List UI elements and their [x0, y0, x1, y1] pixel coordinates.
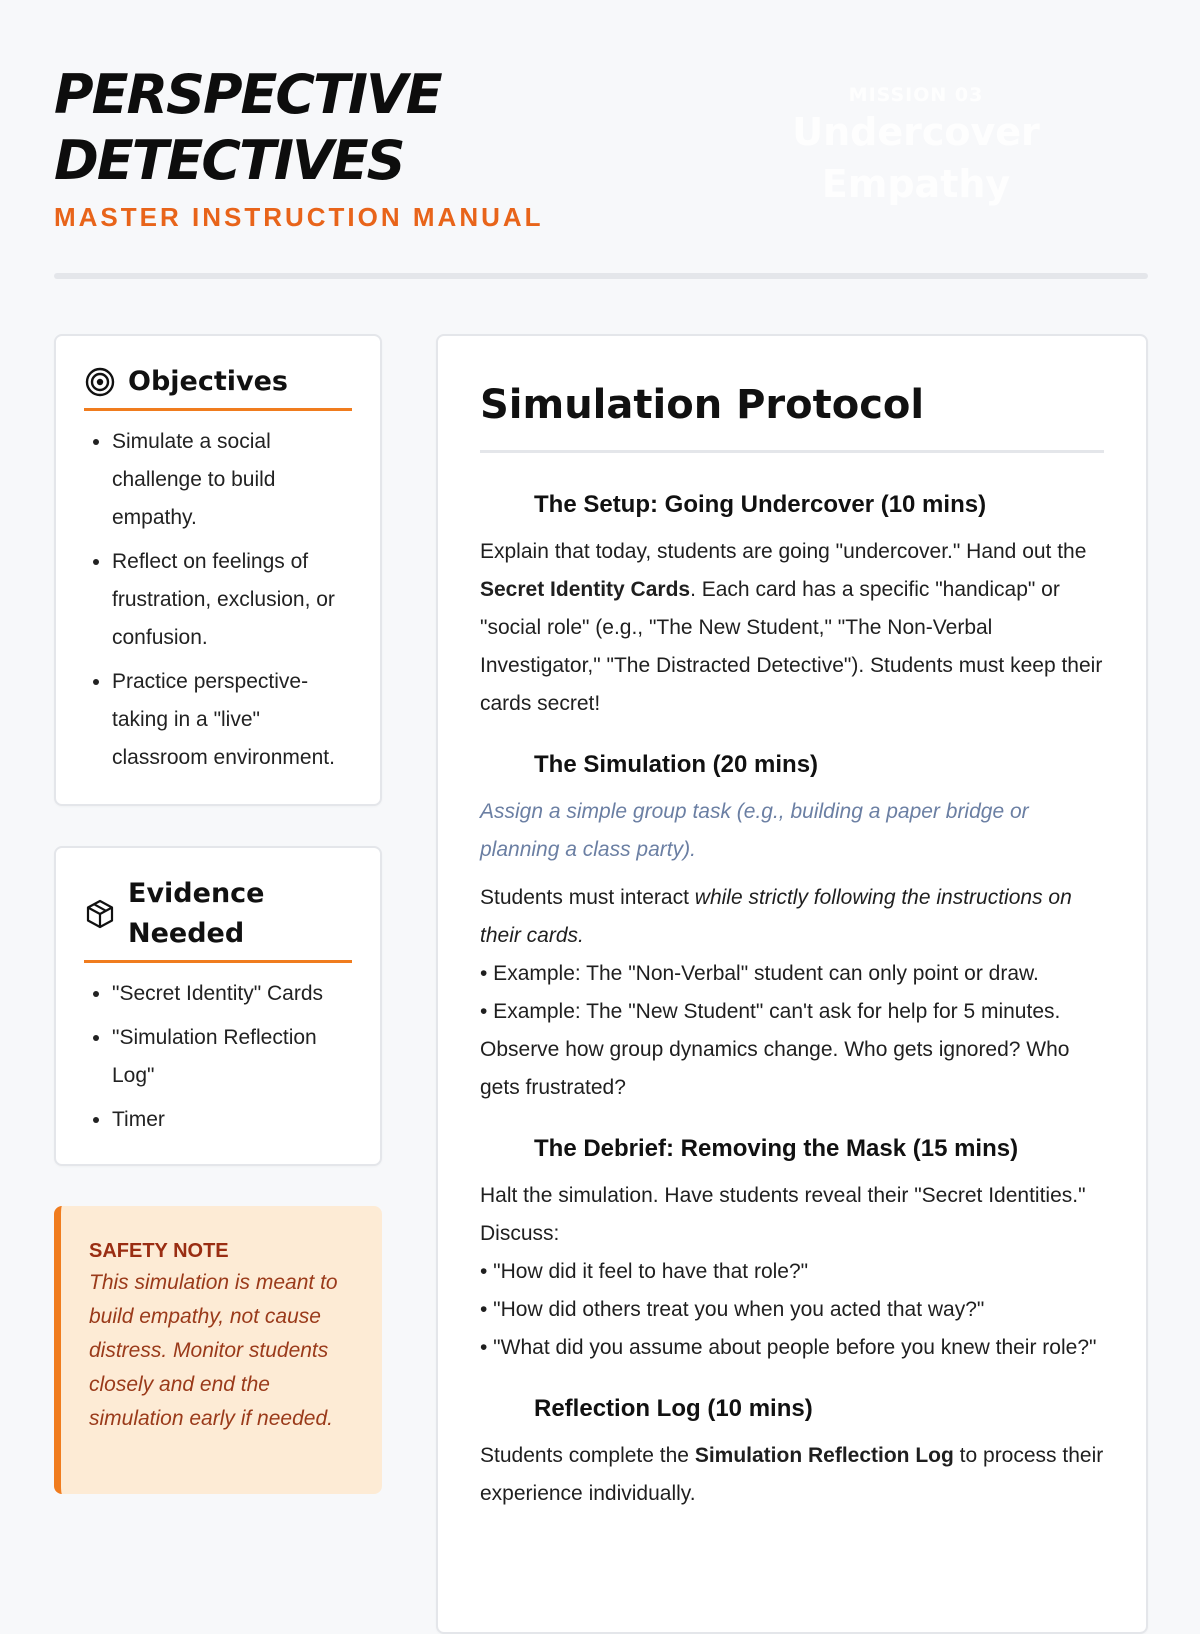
simulation-note: Assign a simple group task (e.g., building a paper bridge or planning a class party).: [480, 800, 1029, 861]
list-item: • Simulate a social challenge to build empathy.: [112, 423, 352, 537]
simulation-observe: Observe how group dynamics change. Who gets ignored? Who gets frustrated?: [480, 1038, 1070, 1099]
debrief-question-3: • "What did you assume about people before you knew their role?": [480, 1336, 1097, 1359]
list-item: • Practice perspective-taking in a "live" classroom environment.: [112, 663, 352, 777]
safety-heading: SAFETY NOTE: [89, 1240, 229, 1262]
setup-heading: The Setup: Going Undercover (10 mins): [534, 491, 987, 518]
debrief-heading: The Debrief: Removing the Mask (15 mins): [534, 1135, 1019, 1162]
setup-bold: Secret Identity Cards: [480, 578, 691, 601]
reflection-text-1: Students complete the: [480, 1444, 695, 1467]
evidence-card: [54, 846, 382, 1166]
simulation-heading: The Simulation (20 mins): [534, 751, 819, 778]
objectives-title: Objectives: [128, 366, 288, 397]
list-item: • Timer: [112, 1101, 352, 1139]
title-line-1: PERSPECTIVE: [54, 63, 441, 126]
simulation-section: [480, 747, 1104, 1107]
simulation-example-2: • Example: The "New Student" can't ask for help for 5 minutes.: [480, 1000, 1061, 1023]
debrief-question-1: • "How did it feel to have that role?": [480, 1260, 809, 1283]
debrief-text: Halt the simulation. Have students reveal their "Secret Identities." Discuss:: [480, 1184, 1086, 1245]
header-divider: [54, 273, 1148, 279]
setup-text: [480, 533, 1104, 723]
simulation-italic: while strictly following the instructions on their cards.: [480, 886, 1072, 947]
objectives-header: [84, 362, 352, 411]
evidence-header: [84, 874, 352, 963]
reflection-text-2: to process their experience individually.: [480, 1444, 1104, 1505]
debrief-question-2: • "How did others treat you when you acted that way?": [480, 1298, 985, 1321]
debrief-section: [480, 1131, 1104, 1367]
evidence-title: Evidence Needed: [128, 878, 265, 949]
reflection-text: [480, 1437, 1104, 1513]
simulation-example-1: • Example: The "Non-Verbal" student can only point or draw.: [480, 962, 1039, 985]
reflection-heading: Reflection Log (10 mins): [534, 1395, 813, 1422]
simulation-instructions: [480, 879, 1104, 955]
list-item: • "Secret Identity" Cards: [112, 975, 352, 1013]
page-header: [54, 62, 1148, 282]
cube-icon: [84, 898, 116, 930]
target-icon: [84, 366, 116, 398]
objectives-card: [54, 334, 382, 806]
setup-section: [480, 487, 1104, 723]
reflection-section: [480, 1391, 1104, 1513]
objectives-list: [84, 423, 352, 777]
list-item: • Reflect on feelings of frustration, exclusion, or confusion.: [112, 543, 352, 657]
page-subtitle: MASTER INSTRUCTION MANUAL: [54, 202, 544, 232]
safety-note: [54, 1206, 382, 1494]
list-item: • "Simulation Reflection Log": [112, 1019, 352, 1095]
setup-text-2: . Each card has a specific "handicap" or "social role" (e.g., "The New Student," "The Non-Verbal Investigator," "The Distracted Detective"). Students must keep their cards secret!: [480, 578, 1103, 715]
mission-name: Undercover Empathy: [792, 110, 1040, 206]
protocol-title: Simulation Protocol: [480, 376, 1104, 453]
safety-body: This simulation is meant to build empathy, not cause distress. Monitor students closely and end the simulation early if needed.: [89, 1271, 338, 1430]
protocol-card: [436, 334, 1148, 1634]
evidence-list: [84, 975, 352, 1139]
mission-label: MISSION 03: [848, 84, 984, 106]
reflection-bold: Simulation Reflection Log: [694, 1444, 954, 1467]
mission-badge: [776, 84, 1056, 210]
setup-text-1: Explain that today, students are going "undercover." Hand out the: [480, 540, 1087, 563]
simulation-text-1: Students must interact: [480, 886, 695, 909]
title-line-2: DETECTIVES: [54, 129, 404, 192]
